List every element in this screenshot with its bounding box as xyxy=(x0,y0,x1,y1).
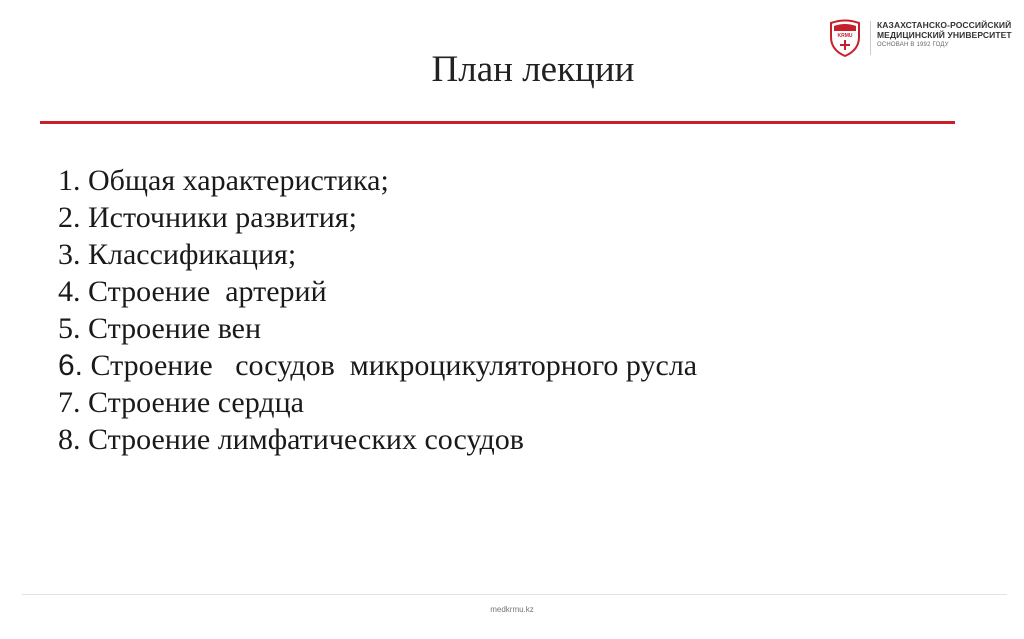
item-text: Строение сосудов микроцикуляторного русла xyxy=(83,349,698,382)
logo-mark-text: KRMU xyxy=(837,33,853,39)
logo-tagline: ОСНОВАН В 1992 ГОДУ xyxy=(877,42,949,48)
list-item xyxy=(58,384,697,421)
item-number: 8. xyxy=(58,423,81,456)
slide-title: План лекции xyxy=(431,49,635,90)
list-item xyxy=(58,236,697,273)
item-number: 4. xyxy=(58,275,81,308)
item-text: Строение артерий xyxy=(80,275,327,308)
footer-site-link: medkrmu.kz xyxy=(490,605,534,614)
title-underline xyxy=(40,121,955,124)
footer-divider xyxy=(22,594,1007,595)
lecture-plan-list xyxy=(58,162,697,458)
item-number: 2. xyxy=(58,201,81,234)
item-text: Классификация; xyxy=(80,238,297,271)
item-number: 6. xyxy=(58,349,84,382)
item-text: Общая характеристика; xyxy=(80,164,389,197)
item-number: 7. xyxy=(58,386,81,419)
logo-line-2: МЕДИЦИНСКИЙ УНИВЕРСИТЕТ xyxy=(877,30,1012,40)
item-text: Строение лимфатических сосудов xyxy=(80,423,524,456)
list-item xyxy=(58,310,697,347)
list-item xyxy=(58,199,697,236)
item-text: Источники развития; xyxy=(80,201,357,234)
logo-text xyxy=(877,20,1012,48)
item-number: 5. xyxy=(58,312,81,345)
list-item xyxy=(58,347,697,384)
list-item xyxy=(58,421,697,458)
item-number: 1. xyxy=(58,164,81,197)
item-text: Строение сердца xyxy=(80,386,304,419)
item-number: 3. xyxy=(58,238,81,271)
logo-line-1: КАЗАХСТАНСКО-РОССИЙСКИЙ xyxy=(877,20,1012,30)
item-text: Строение вен xyxy=(80,312,262,345)
list-item xyxy=(58,162,697,199)
list-item xyxy=(58,273,697,310)
